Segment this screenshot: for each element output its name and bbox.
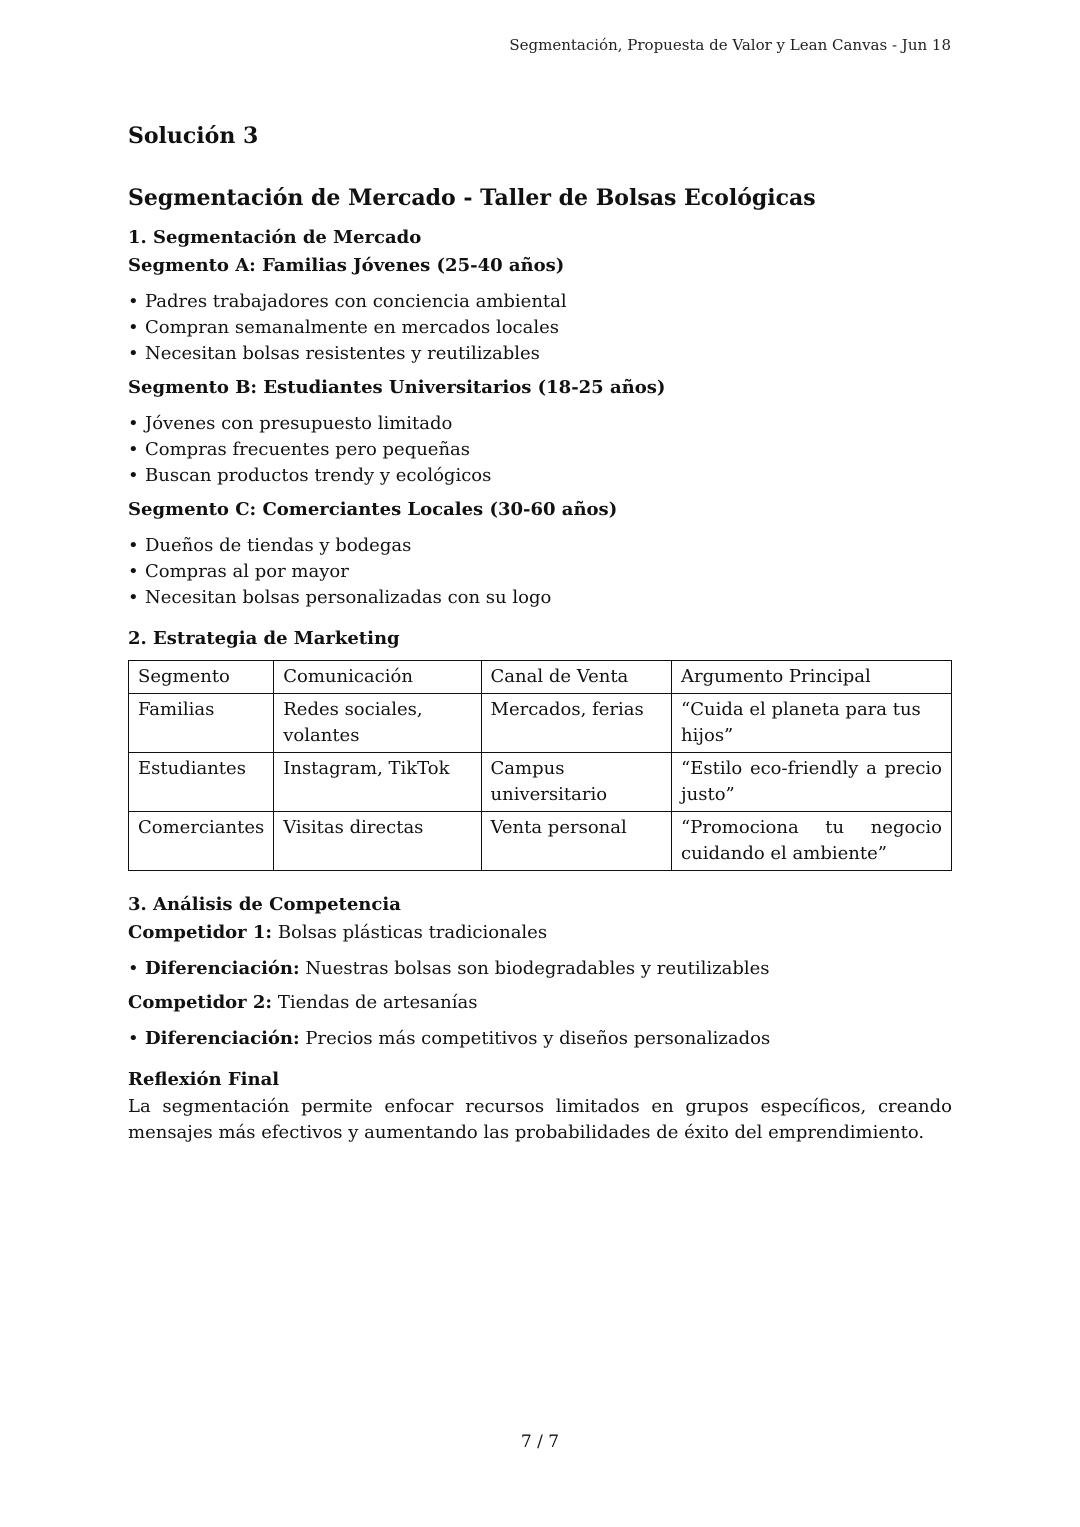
competitor-1-list [128, 956, 952, 982]
table-cell: Redes sociales, volantes [274, 694, 481, 753]
table-cell: Estudiantes [129, 753, 274, 812]
column-header: Canal de Venta [481, 661, 672, 694]
running-header: Segmentación, Propuesta de Valor y Lean Canvas - Jun 18 [509, 36, 951, 54]
segmentation-heading: 1. Segmentación de Mercado [128, 227, 422, 248]
table-cell: “Estilo eco-friendly a precio justo” [672, 753, 952, 812]
table-row [129, 753, 952, 812]
table-cell: Comerciantes [129, 812, 274, 871]
reflection-text: La segmentación permite enfocar recursos limitados en grupos específicos, creando mensajes más efectivos y aumentando las probabilidades de éxito del emprendimiento. [128, 1096, 952, 1143]
differentiation-label: Diferenciación: [145, 958, 300, 979]
competitor-2 [128, 989, 952, 1017]
list-item: • Dueños de tiendas y bodegas [128, 533, 952, 559]
segment-c-list [128, 533, 952, 611]
page-number: 7 / 7 [520, 1432, 560, 1452]
list-item: • Buscan productos trendy y ecológicos [128, 463, 952, 489]
table-cell: “Promociona tu negocio cuidando el ambiente” [672, 812, 952, 871]
table-cell: Familias [129, 694, 274, 753]
solution-title: Solución 3 [128, 123, 259, 149]
list-item: • Compras frecuentes pero pequeñas [128, 437, 952, 463]
segment-c-title: Segmento C: Comerciantes Locales (30-60 años) [128, 499, 618, 520]
segment-a-list [128, 289, 952, 367]
competitor-1 [128, 919, 952, 947]
differentiation-text: Precios más competitivos y diseños personalizados [299, 1028, 771, 1049]
competitor-2-name: Tiendas de artesanías [272, 992, 478, 1013]
table-header-row [129, 661, 952, 694]
list-item: • Compran semanalmente en mercados locales [128, 315, 952, 341]
competitor-1-name: Bolsas plásticas tradicionales [272, 922, 548, 943]
marketing-table [128, 660, 952, 871]
table-cell: “Cuida el planeta para tus hijos” [672, 694, 952, 753]
marketing-heading: 2. Estrategia de Marketing [128, 628, 400, 649]
list-item [128, 1026, 952, 1052]
differentiation-text: Nuestras bolsas son biodegradables y reutilizables [299, 958, 770, 979]
list-item: • Necesitan bolsas resistentes y reutilizables [128, 341, 952, 367]
column-header: Comunicación [274, 661, 481, 694]
document-content [128, 118, 952, 1146]
list-item [128, 956, 952, 982]
list-item: • Compras al por mayor [128, 559, 952, 585]
column-header: Argumento Principal [672, 661, 952, 694]
list-item: • Padres trabajadores con conciencia ambiental [128, 289, 952, 315]
competitor-2-label: Competidor 2: [128, 992, 273, 1013]
list-item: • Jóvenes con presupuesto limitado [128, 411, 952, 437]
table-row [129, 694, 952, 753]
list-item: • Necesitan bolsas personalizadas con su logo [128, 585, 952, 611]
table-cell: Venta personal [481, 812, 672, 871]
table-cell: Instagram, TikTok [274, 753, 481, 812]
segment-a-title: Segmento A: Familias Jóvenes (25-40 años) [128, 255, 565, 276]
table-row [129, 812, 952, 871]
reflection-heading: Reflexión Final [128, 1069, 280, 1090]
competitor-2-list [128, 1026, 952, 1052]
competitor-1-label: Competidor 1: [128, 922, 273, 943]
segment-b-list [128, 411, 952, 489]
segment-b-title: Segmento B: Estudiantes Universitarios (18-25 años) [128, 377, 666, 398]
table-cell: Visitas directas [274, 812, 481, 871]
table-cell: Mercados, ferias [481, 694, 672, 753]
section-title: Segmentación de Mercado - Taller de Bolsas Ecológicas [128, 185, 816, 211]
competition-heading: 3. Análisis de Competencia [128, 894, 401, 915]
differentiation-label: Diferenciación: [145, 1028, 300, 1049]
table-cell: Campus universitario [481, 753, 672, 812]
column-header: Segmento [129, 661, 274, 694]
